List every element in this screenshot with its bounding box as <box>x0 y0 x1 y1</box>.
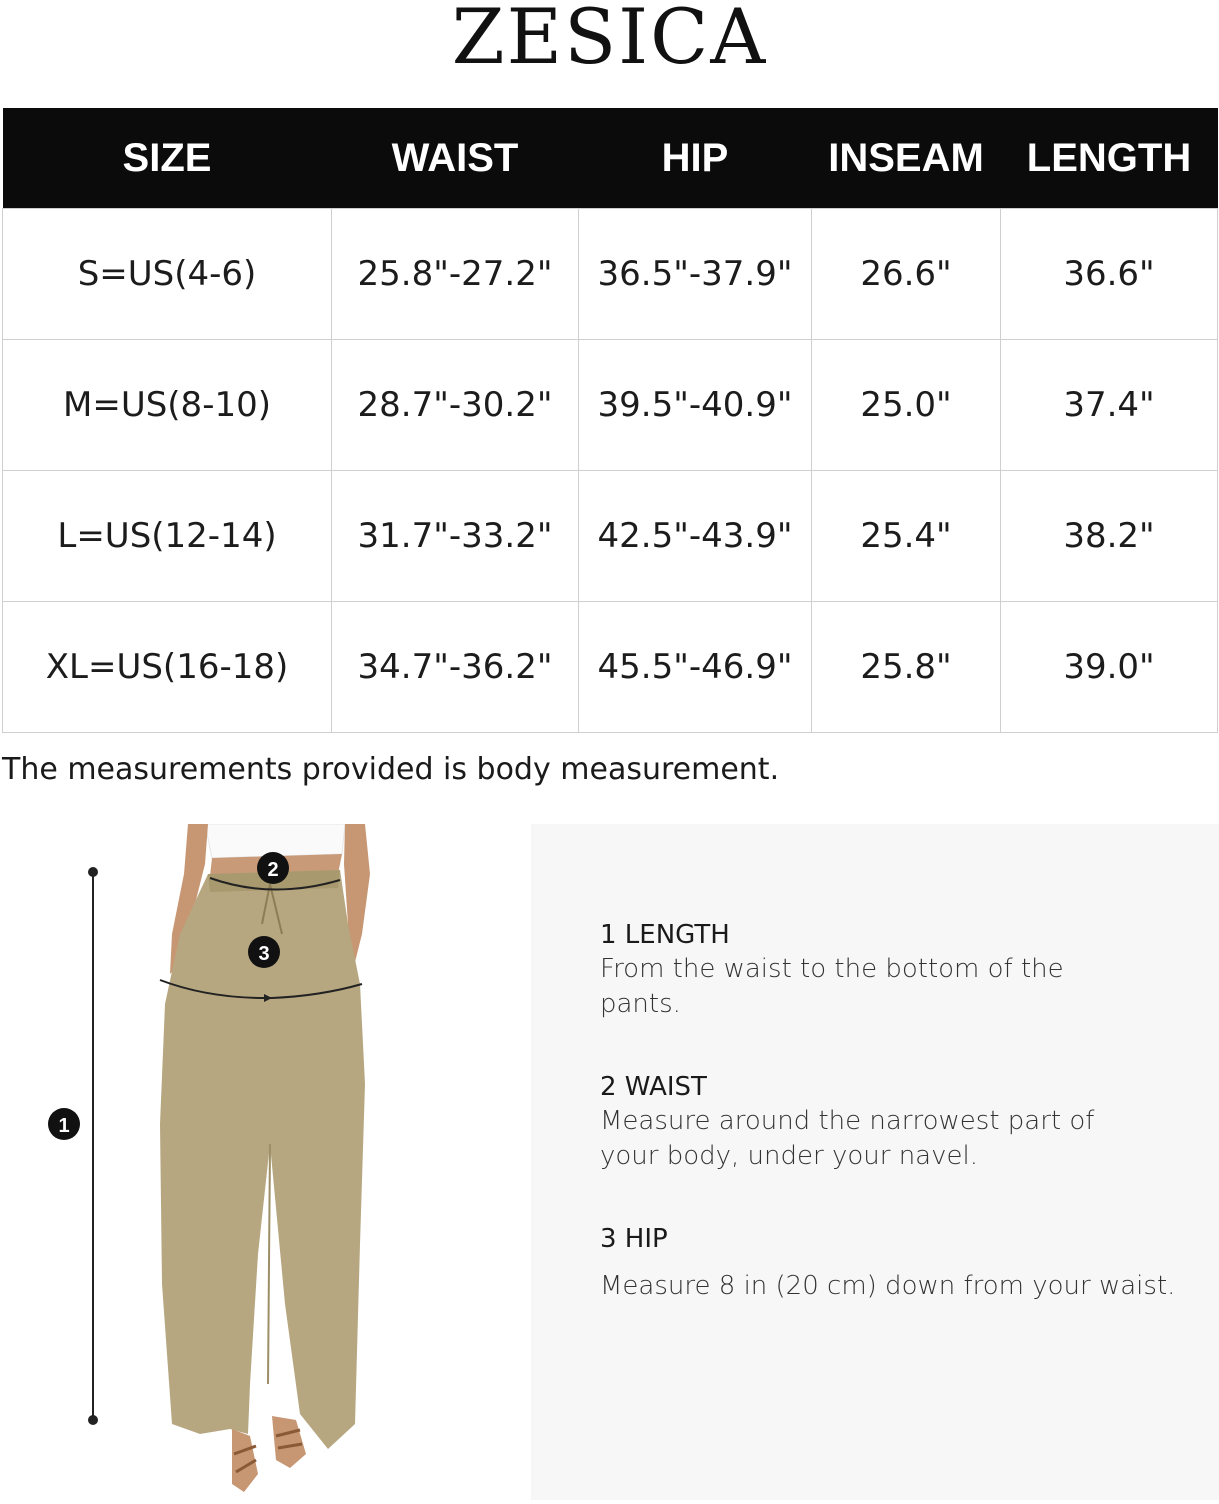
marker-1 <box>48 1108 80 1140</box>
leg-crease <box>268 1144 270 1384</box>
pants-illustration <box>0 824 530 1500</box>
table-row <box>3 209 1218 340</box>
cell-size: L=US(12-14) <box>3 471 332 602</box>
header-hip: HIP <box>579 108 812 209</box>
cell-inseam: 25.0" <box>812 340 1001 471</box>
cell-size: XL=US(16-18) <box>3 602 332 733</box>
cell-length: 39.0" <box>1001 602 1218 733</box>
marker-1-label: 1 <box>58 1115 70 1137</box>
right-foot <box>272 1416 306 1468</box>
table-row <box>3 602 1218 733</box>
guide-length <box>600 918 1200 1022</box>
length-top-dot <box>88 867 98 877</box>
model-figure <box>0 824 530 1500</box>
cell-length: 36.6" <box>1001 209 1218 340</box>
marker-2 <box>257 852 289 884</box>
cell-waist: 34.7"-36.2" <box>332 602 579 733</box>
header-size: SIZE <box>3 108 332 209</box>
cell-hip: 39.5"-40.9" <box>579 340 812 471</box>
table-row <box>3 340 1218 471</box>
cell-inseam: 26.6" <box>812 209 1001 340</box>
marker-3 <box>248 936 280 968</box>
cell-waist: 31.7"-33.2" <box>332 471 579 602</box>
cell-size: M=US(8-10) <box>3 340 332 471</box>
measurement-guide-panel <box>531 824 1219 1500</box>
guide-hip-title: 3 HIP <box>600 1224 668 1254</box>
cell-hip: 42.5"-43.9" <box>579 471 812 602</box>
cell-length: 38.2" <box>1001 471 1218 602</box>
guide-length-desc: From the waist to the bottom of the pants. <box>600 954 1064 1019</box>
cell-size: S=US(4-6) <box>3 209 332 340</box>
guide-hip <box>600 1222 1200 1304</box>
length-bottom-dot <box>88 1415 98 1425</box>
guide-hip-desc: Measure 8 in (20 cm) down from your waist. <box>600 1271 1176 1301</box>
marker-3-label: 3 <box>258 943 270 965</box>
guide-waist-title: 2 WAIST <box>600 1072 707 1102</box>
table-row <box>3 471 1218 602</box>
cell-waist: 25.8"-27.2" <box>332 209 579 340</box>
guide-waist-desc: Measure around the narrowest part of your body, under your navel. <box>600 1106 1095 1171</box>
table-header-row <box>3 108 1218 209</box>
cell-hip: 36.5"-37.9" <box>579 209 812 340</box>
cell-hip: 45.5"-46.9" <box>579 602 812 733</box>
header-length: LENGTH <box>1001 108 1218 209</box>
brand-logo: ZESICA <box>451 0 768 81</box>
size-chart-table <box>2 108 1218 733</box>
cell-inseam: 25.4" <box>812 471 1001 602</box>
guide-waist <box>600 1070 1200 1174</box>
marker-2-label: 2 <box>267 859 279 881</box>
header-waist: WAIST <box>332 108 579 209</box>
cell-length: 37.4" <box>1001 340 1218 471</box>
guide-length-title: 1 LENGTH <box>600 920 730 950</box>
cell-waist: 28.7"-30.2" <box>332 340 579 471</box>
cell-inseam: 25.8" <box>812 602 1001 733</box>
measurement-note: The measurements provided is body measurement. <box>2 752 780 787</box>
header-inseam: INSEAM <box>812 108 1001 209</box>
